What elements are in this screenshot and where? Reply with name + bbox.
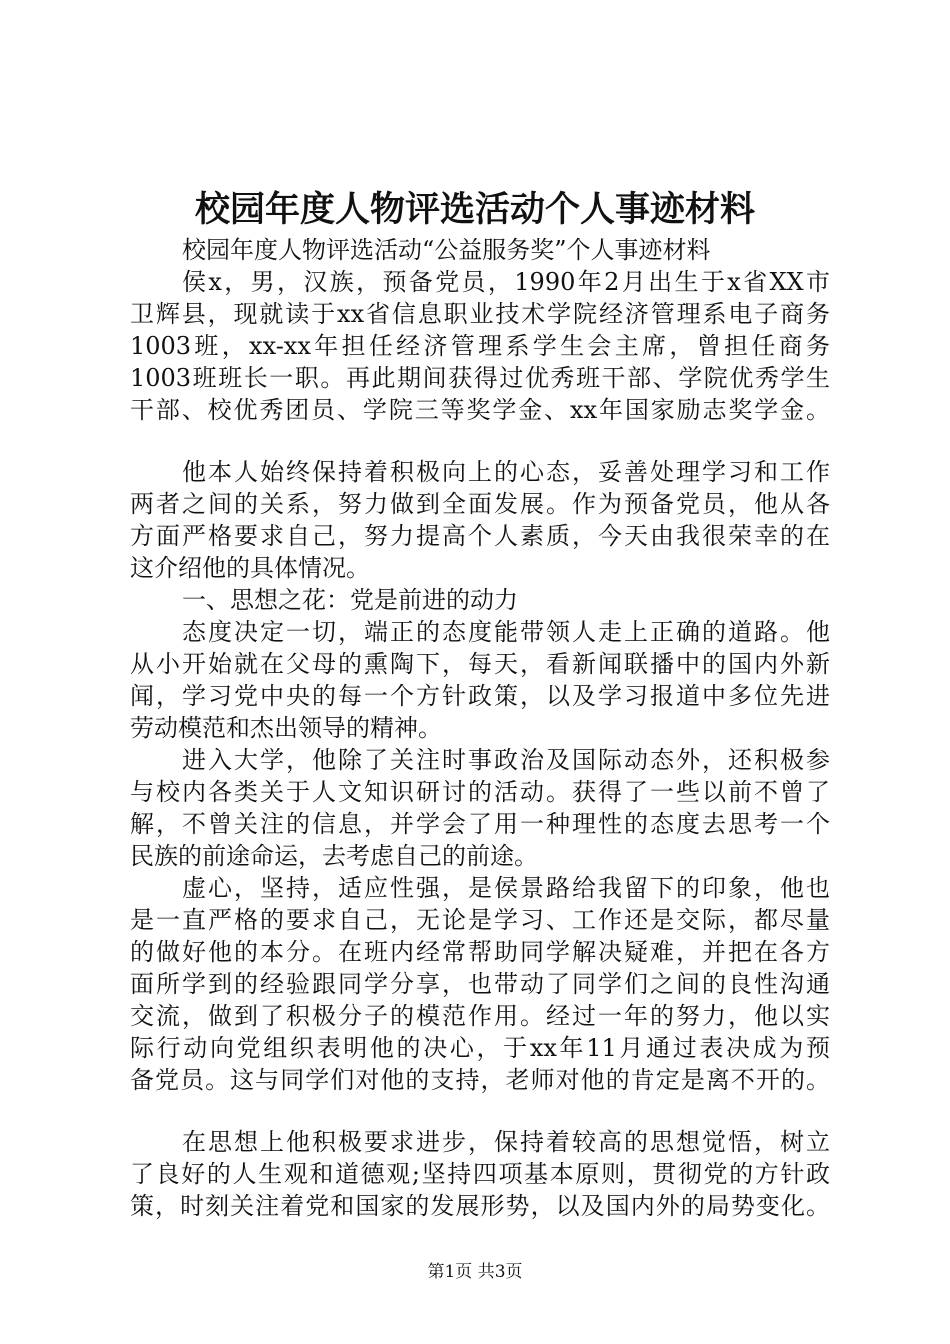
attitude-line: 方面严格要求自己，努力提高个人素质，今天由我很荣幸的在 — [130, 522, 830, 550]
attitude-line: 两者之间的关系，努力做到全面发展。作为预备党员，他从各 — [130, 490, 830, 518]
intro-line: 侯x，男，汉族，预备党员，1990年2月出生于x省XX市 — [182, 268, 830, 296]
paragraph-gap — [130, 426, 830, 456]
attitude-line: 他本人始终保持着积极向上的心态，妥善处理学习和工作 — [182, 458, 830, 486]
attitude-decides-line: 劳动模范和杰出领导的精神。 — [130, 714, 442, 742]
modest-line: 的做好他的本分。在班内经常帮助同学解决疑难，并把在各方 — [130, 938, 830, 966]
modest-line: 虚心，坚持，适应性强，是侯景路给我留下的印象，他也 — [182, 874, 830, 902]
document-title: 校园年度人物评选活动个人事迹材料 — [194, 189, 755, 230]
university-line: 进入大学，他除了关注时事政治及国际动态外，还积极参 — [182, 746, 830, 774]
intro-line: 卫辉县，现就读于xx省信息职业技术学院经济管理系电子商务 — [130, 300, 830, 328]
page-footer: 第1页 共3页 — [427, 1262, 523, 1282]
thought-line: 策，时刻关注着党和国家的发展形势，以及国内外的局势变化。 — [130, 1192, 830, 1220]
intro-line: 1003班，xx-xx年担任经济管理系学生会主席，曾担任商务 — [130, 332, 830, 360]
university-line: 解，不曾关注的信息，并学会了用一种理性的态度去思考一个 — [130, 810, 830, 838]
subtitle-line: 校园年度人物评选活动“公益服务奖”个人事迹材料 — [182, 236, 711, 264]
thought-line: 在思想上他积极要求进步，保持着较高的思想觉悟，树立 — [182, 1128, 830, 1156]
modest-line: 是一直严格的要求自己，无论是学习、工作还是交际，都尽量 — [130, 906, 830, 934]
university-line: 民族的前途命运，去考虑自己的前途。 — [130, 842, 538, 870]
attitude-decides-line: 态度决定一切，端正的态度能带领人走上正确的道路。他 — [182, 618, 830, 646]
university-line: 与校内各类关于人文知识研讨的活动。获得了一些以前不曾了 — [130, 778, 830, 806]
modest-line: 面所学到的经验跟同学分享，也带动了同学们之间的良性沟通 — [130, 970, 830, 998]
modest-line: 交流，做到了积极分子的模范作用。经过一年的努力，他以实 — [130, 1002, 830, 1030]
thought-line: 了良好的人生观和道德观;坚持四项基本原则，贯彻党的方针政 — [130, 1160, 830, 1188]
intro-line: 干部、校优秀团员、学院三等奖学金、xx年国家励志奖学金。 — [130, 396, 830, 424]
section-heading: 一、思想之花：党是前进的动力 — [182, 586, 518, 614]
modest-line: 际行动向党组织表明他的决心，于xx年11月通过表决成为预 — [130, 1034, 830, 1062]
document-body — [130, 234, 830, 1222]
modest-line: 备党员。这与同学们对他的支持，老师对他的肯定是离不开的。 — [130, 1066, 830, 1094]
paragraph-gap — [130, 1096, 830, 1126]
attitude-decides-line: 从小开始就在父母的熏陶下，每天，看新闻联播中的国内外新 — [130, 650, 830, 678]
attitude-decides-line: 闻，学习党中央的每一个方针政策，以及学习报道中多位先进 — [130, 682, 830, 710]
attitude-line: 这介绍他的具体情况。 — [130, 554, 370, 582]
intro-line: 1003班班长一职。再此期间获得过优秀班干部、学院优秀学生 — [130, 364, 830, 392]
